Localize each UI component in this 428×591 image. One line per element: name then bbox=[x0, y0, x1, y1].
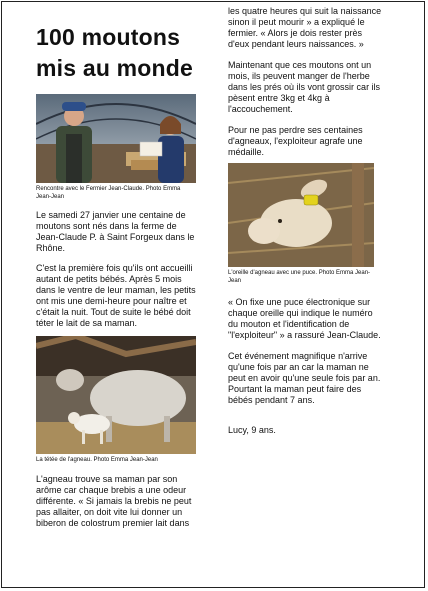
lamb-nursing-illustration bbox=[36, 336, 196, 454]
photo-lamb-nursing bbox=[36, 336, 196, 454]
photo-lamb-ear-tag bbox=[228, 163, 374, 267]
paragraph-6: Pour ne pas perdre ses centaines d'agneaux, l'exploiteur agrafe une médaille. bbox=[228, 125, 363, 157]
ear-tag-illustration bbox=[228, 163, 374, 267]
paragraph-3: L'agneau trouve sa maman par son arôme car chaque brebis a une odeur différente. « Si jamais la brebis ne peut pas allaiter, on doit vite lui donner un biberon de colostrum premier lait dans bbox=[36, 474, 192, 528]
paragraph-1: Le samedi 27 janvier une centaine de moutons sont nés dans la ferme de Jean-Claude P. à Saint Forgeux dans le Rhône. bbox=[36, 210, 195, 253]
right-column bbox=[228, 6, 382, 436]
farmer-photo-illustration bbox=[36, 94, 196, 183]
paragraph-5: Maintenant que ces moutons ont un mois, ils peuvent manger de l'herbe dans les prés où ils vont grossir car ils pèsent entre 3kg et 4kg à l'accouchement. bbox=[228, 60, 381, 114]
left-column bbox=[36, 22, 196, 529]
paragraph-8: Cet événement magnifique n'arrive qu'une fois par an car la maman ne peut en avoir qu'une seule fois par an. Pourtant la maman peut faire des bébés pendant 7 ans. bbox=[228, 351, 381, 405]
author-signature: Lucy, 9 ans. bbox=[228, 425, 276, 435]
photo1-caption: Rencontre avec le Fermier Jean-Claude. Photo Emma Jean-Jean bbox=[36, 186, 181, 200]
photo-farmer-interview bbox=[36, 94, 196, 183]
photo2-caption: La tétée de l'agneau. Photo Emma Jean-Jean bbox=[36, 457, 158, 463]
photo3-caption: L'oreille d'agneau avec une puce. Photo Emma Jean-Jean bbox=[228, 270, 371, 284]
article-title: 100 moutons mis au monde bbox=[36, 24, 194, 81]
paragraph-7: « On fixe une puce électronique sur chaque oreille qui indique le numéro du mouton et l'identification de "l'exploiteur" » a rassuré Jean-Claude. bbox=[228, 297, 381, 340]
paragraph-4: les quatre heures qui suit la naissance sinon il peut mourir » a expliqué le fermier. « Alors je dois rester près d'eux pendant leurs naissances. » bbox=[228, 6, 382, 49]
paragraph-2: C'est la première fois qu'ils ont accueilli autant de petits bébés. Après 5 mois dans le ventre de leur maman, les petits ont mis une demi-heure pour naître et c'était la nuit. Tout de suite le bébé doit téter le lait de sa maman. bbox=[36, 263, 196, 328]
